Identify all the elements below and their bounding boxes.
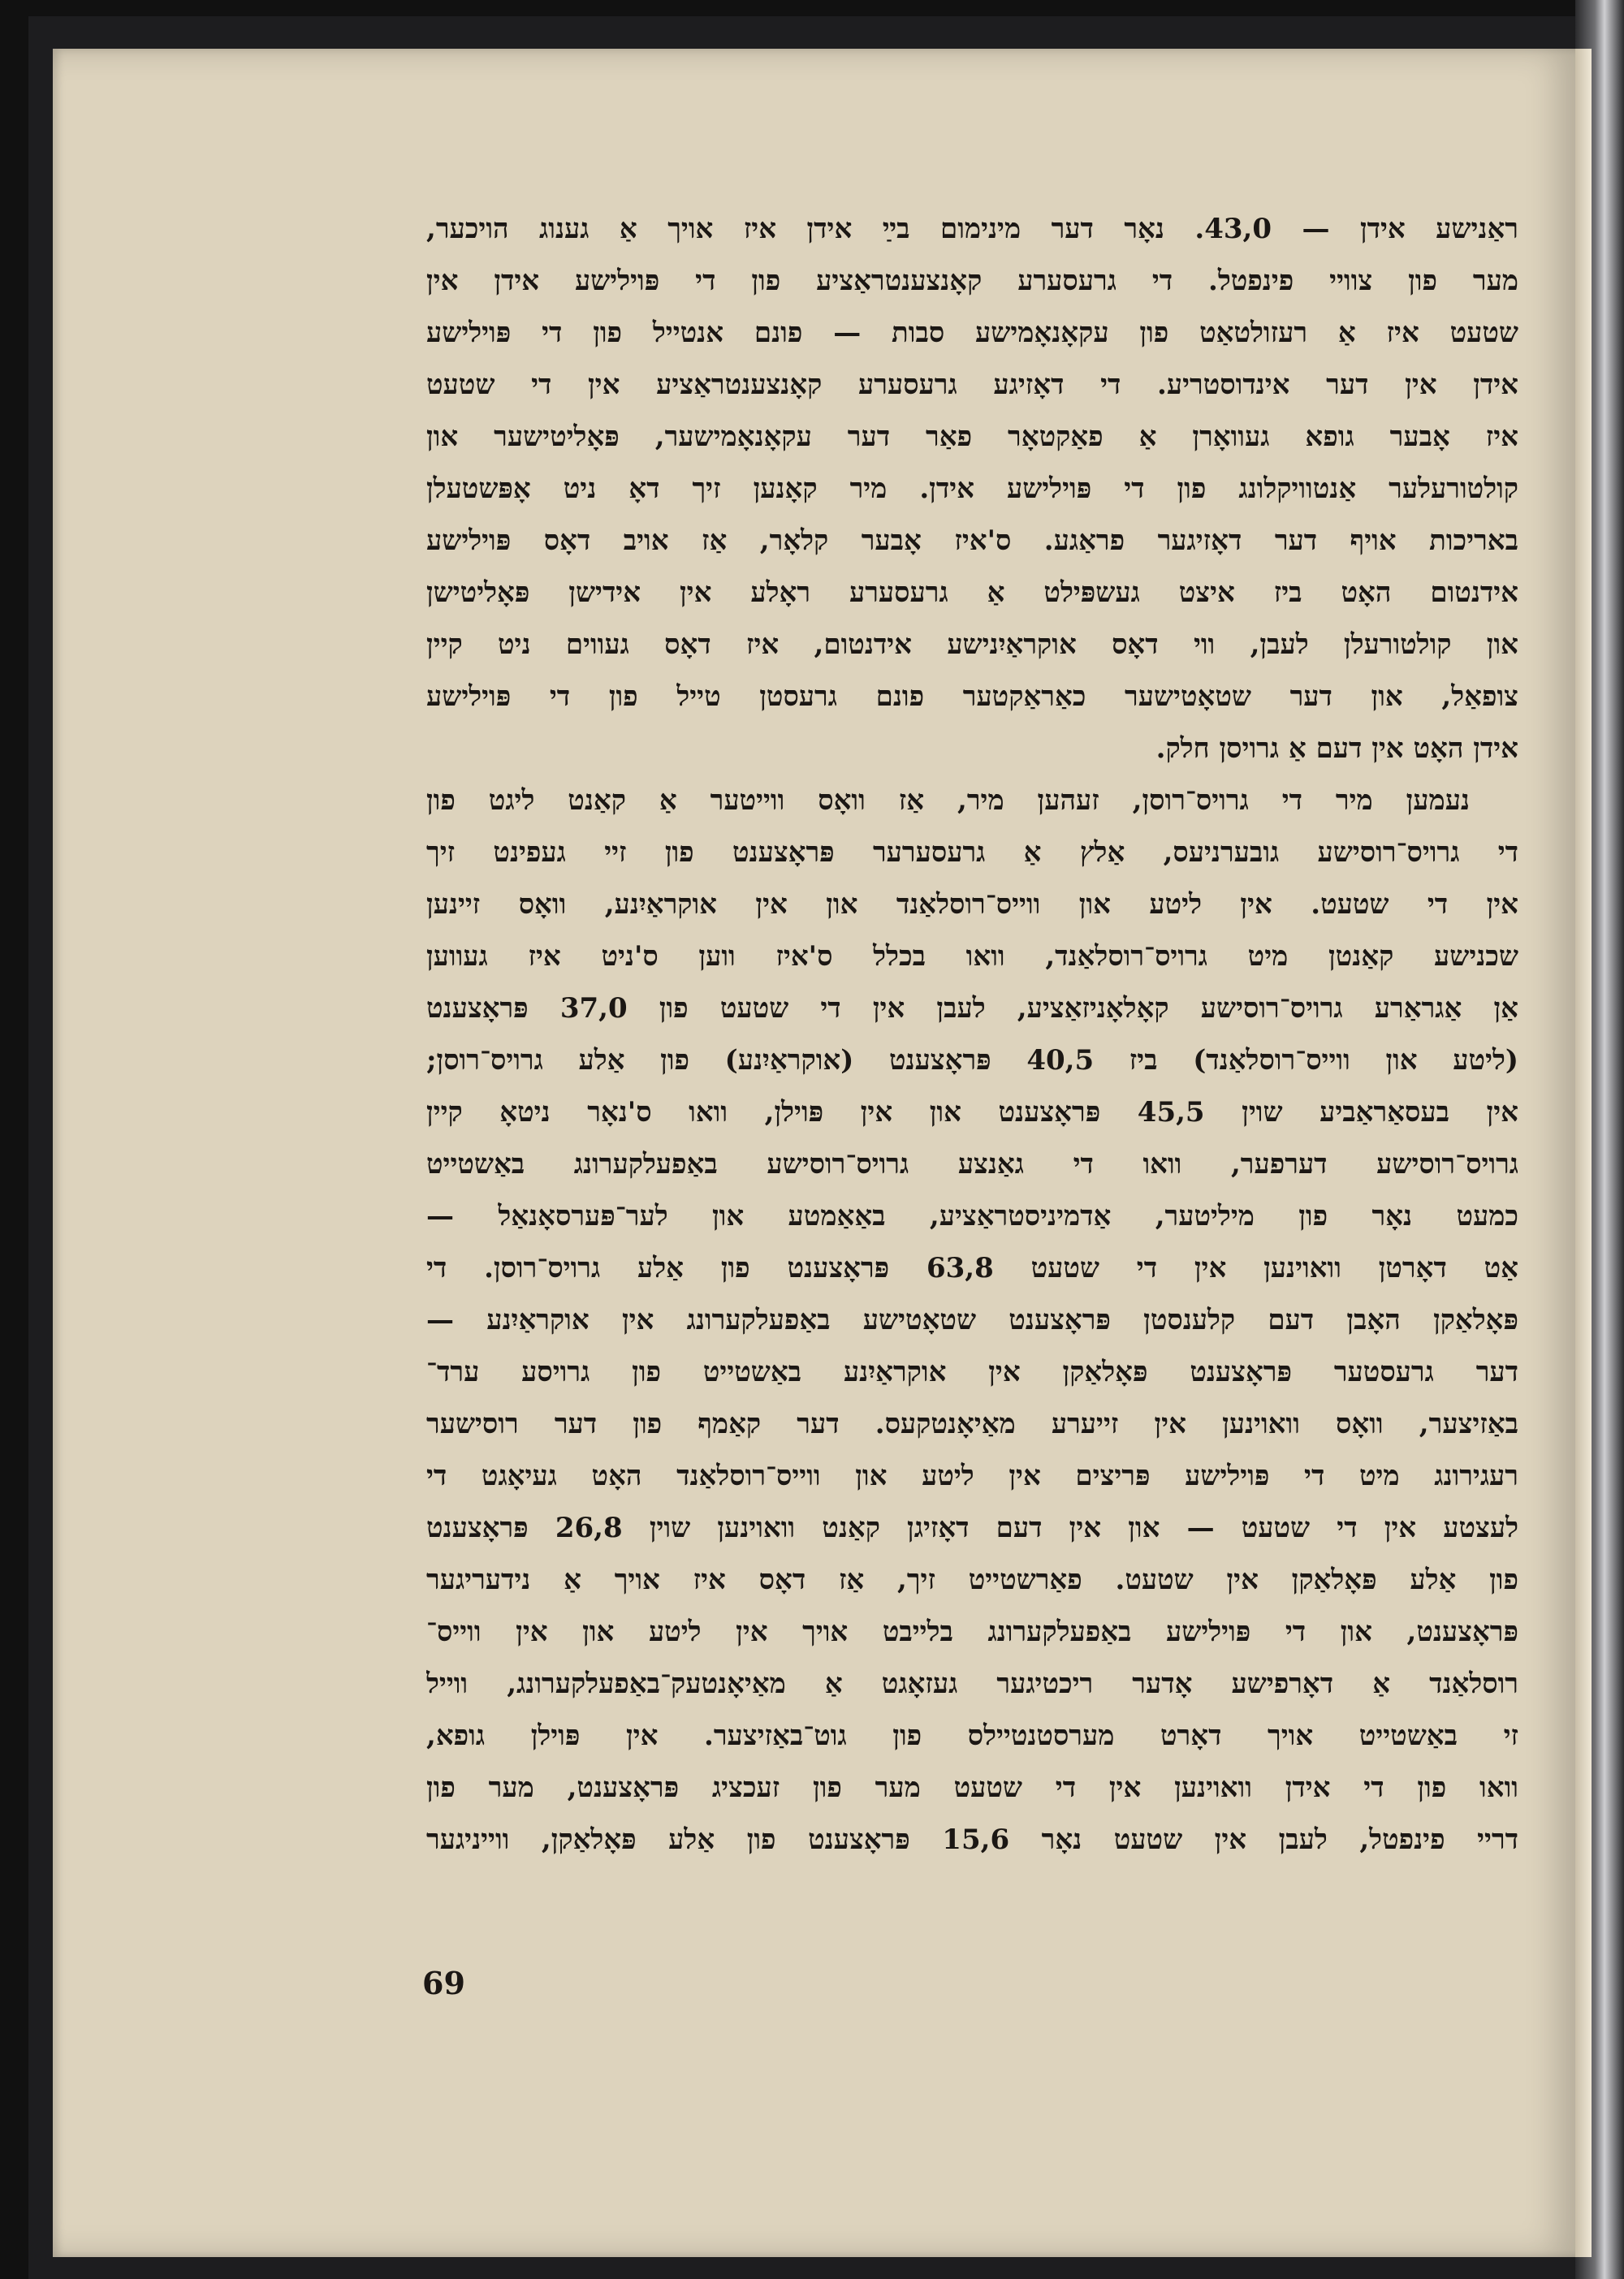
text-line: אַט דאָרטן וואוינען אין די שטעט 63,8 פּראָצענט פון אַלע גרויס־רוסן. די bbox=[426, 1252, 1518, 1284]
text-line: שטעט איז אַ רעזולטאַט פון עקאָנאָמישע סבות — פונם אנטייל פון די פּוילישע bbox=[426, 317, 1518, 349]
text-line: איז אָבער גופא געוואָרן אַ פאַקטאָר פאַר דער עקאָנאָמישער, פּאָליטישער און bbox=[426, 421, 1518, 453]
text-line: אידן האָט אין דעם אַ גרויסן חלק. bbox=[1155, 732, 1518, 765]
text-line: פון אַלע פּאָלאַקן אין שטעט. פאַרשטייט זיך, אַז דאָס איז אויך אַ נידעריגער bbox=[426, 1564, 1518, 1596]
text-line: אין בעסאַראַביע שוין 45,5 פּראָצענט און אין פּוילן, וואו ס'נאָר ניטאָ קיין bbox=[426, 1096, 1518, 1129]
text-line: ראַנישע אידן — 43,0. נאָר דער מינימום בײַ אידן איז אויך אַ גענוג הויכער, bbox=[426, 213, 1518, 245]
text-line: (ליטע און ווייס־רוסלאַנד) ביז 40,5 פּראָצענט (אוקראַיִנע) פון אַלע גרויס־רוסן; bbox=[426, 1044, 1518, 1077]
text-line: אידן אין דער אינדוסטריע. די דאָזיגע גרעסערע קאָנצענטראַציע אין די שטעט bbox=[426, 369, 1518, 401]
text-line: אַן אַגראַרע גרויס־רוסישע קאָלאָניזאַציע, לעבן אין די שטעט פון 37,0 פּראָצענט bbox=[426, 992, 1518, 1025]
text-line: שכנישע קאַנטן מיט גרויס־רוסלאַנד, וואו בכלל ס'איז ווען ס'ניט איז געווען bbox=[426, 940, 1518, 973]
page-number: 69 bbox=[422, 1965, 465, 2001]
text-line: זי באַשטייט אויך דאָרט מערסטנטיילס פון גוט־באַזיצער. אין פּוילן גופא, bbox=[426, 1720, 1518, 1752]
text-line: לעצטע אין די שטעט — און אין דעם דאָזיגן קאַנט וואוינען שוין 26,8 פּראָצענט bbox=[426, 1512, 1518, 1544]
text-line: באַזיצער, וואָס וואוינען אין זייערע מאַיאָנטקעס. דער קאַמף פון דער רוסישער bbox=[426, 1408, 1518, 1440]
text-line: באריכות אויף דער דאָזיגער פראַגע. ס'איז אָבער קלאָר, אַז אויב דאָס פּוילישע bbox=[426, 524, 1518, 557]
text-line: רוסלאַנד אַ דאָרפישע אָדער ריכטיגער געזאָגט אַ מאַיאָנטעק־באַפעלקערונג, ווייל bbox=[426, 1668, 1518, 1700]
text-line: מער פון צוויי פינפטל. די גרעסערע קאָנצענטראַציע פון די פּוילישע אידן אין bbox=[426, 265, 1518, 297]
page-gutter bbox=[1575, 49, 1592, 2257]
text-line: צופאַל, און דער שטאָטישער כאַראַקטער פונם גרעסטן טייל פון די פּוילישע bbox=[426, 680, 1518, 713]
text-line: כמעט נאָר פון מיליטער, אַדמיניסטראַציע, באַאַמטע און לער־פּערסאָנאַל — bbox=[426, 1200, 1518, 1232]
text-line: קולטורעלער אַנטוויקלונג פון די פּוילישע אידן. מיר קאָנען זיך דאָ ניט אָפּשטעלן bbox=[426, 473, 1518, 505]
text-line: פּראָצענט, און די פּוילישע באַפעלקערונג בלייבט אויך אין ליטע און אין ווייס־ bbox=[426, 1616, 1518, 1648]
text-line: וואו פון די אידן וואוינען אין די שטעט מער פון זעכציג פּראָצענט, מער פון bbox=[426, 1772, 1518, 1804]
text-line: דער גרעסטער פּראָצענט פּאָלאַקן אין אוקראַיִנע באַשטייט פון גרויסע ערד־ bbox=[426, 1356, 1518, 1388]
text-line: דריי פינפטל, לעבן אין שטעט נאָר 15,6 פּראָצענט פון אַלע פּאָלאַקן, ווייניגער bbox=[426, 1824, 1518, 1856]
text-line: אין די שטעט. אין ליטע און ווייס־רוסלאַנד און אין אוקראַיִנע, וואָס זיינען bbox=[426, 888, 1518, 921]
text-line: פּאָלאַקן האָבן דעם קלענסטן פּראָצענט שטאָטישע באַפעלקערונג אין אוקראַיִנע — bbox=[426, 1304, 1518, 1336]
text-line: רעגירונג מיט די פּוילישע פּריצים אין ליטע און ווייס־רוסלאַנד האָט געיאָגט די bbox=[426, 1460, 1518, 1492]
text-line: די גרויס־רוסישע גובערניעס, אַלץ אַ גרעסערער פּראָצענט פון זיי געפינט זיך bbox=[426, 836, 1518, 869]
text-line: נעמען מיר די גרויס־רוסן, זעהען מיר, אַז וואָס ווייטער אַ קאַנט ליגט פון bbox=[426, 784, 1470, 817]
body-text bbox=[426, 203, 1518, 1866]
text-line: גרויס־רוסישע דערפער, וואו די גאַנצע גרויס־רוסישע באַפעלקערונג באַשטייט bbox=[426, 1148, 1518, 1181]
text-line: און קולטורעלן לעבן, ווי דאָס אוקראַיִנישע אידנטום, איז דאָס געווים ניט קיין bbox=[426, 628, 1518, 661]
text-line: אידנטום האָט ביז איצט געשפּילט אַ גרעסערע ראָלע אין אידישן פּאָליטישן bbox=[426, 576, 1518, 609]
